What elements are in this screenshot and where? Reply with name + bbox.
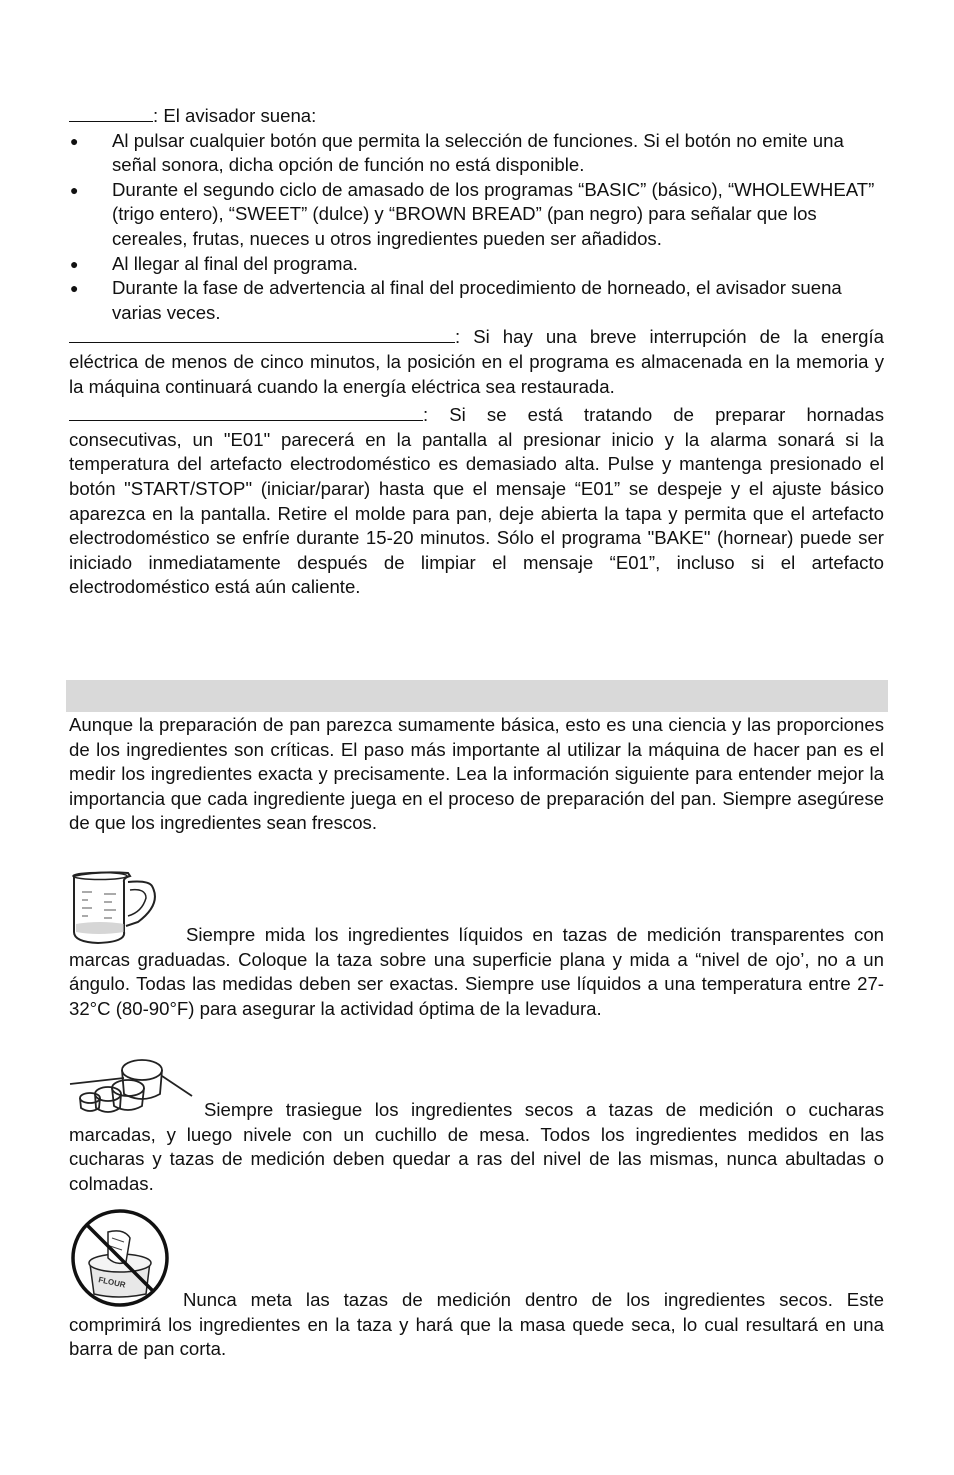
tip-never-dip-paragraph: Nunca meta las tazas de medición dentro de los ingredientes secos. Este comprimirá los ingredientes en la taza y hará que la masa quede seca, lo cual resultará en una barra de pan corta. bbox=[69, 1289, 884, 1360]
beeper-heading bbox=[69, 104, 884, 129]
blank-line bbox=[69, 404, 423, 421]
list-item: ● Al llegar al final del programa. bbox=[70, 252, 358, 274]
beeper-list bbox=[69, 129, 884, 326]
beeper-heading-text: : El avisador suena: bbox=[153, 105, 317, 126]
blank-line bbox=[69, 105, 153, 122]
section-heading-bar bbox=[66, 680, 888, 712]
blank-line bbox=[69, 326, 455, 343]
list-item: ● Durante la fase de advertencia al final del procedimiento de horneado, el avisador suena varias veces. bbox=[70, 277, 842, 323]
list-item: ● Durante el segundo ciclo de amasado de los programas “BASIC” (básico), “WHOLEWHEAT” (trigo entero), “SWEET” (dulce) y “BROWN BREAD” (pan negro) para señalar que los cereales, frutas, nueces u otros ingredientes pueden ser añadidos. bbox=[70, 178, 875, 249]
error-paragraph: : Si se está tratando de preparar hornadas consecutivas, un "E01" parecerá en la pantalla al presionar inicio y la alarma sonará si la temperatura del artefacto electrodoméstico es demasiado alta. Pulse y mantenga presionado el botón "START/STOP" (iniciar/parar) hasta que el mensaje “E01” se despeje y el ajuste básico aparezca en la pantalla. Retire el molde para pan, deje abierta la tapa y permita que el artefacto electrodoméstico se enfríe durante 15-20 minutos. Sólo el programa "BAKE" (hornear) puede ser iniciado inmediatamente después de limpiar el mensaje “E01”, incluso si el artefacto electrodoméstico está aún caliente. bbox=[69, 404, 884, 598]
list-item: ● Al pulsar cualquier botón que permita la selección de funciones. Si el botón no emite una señal sonora, dicha opción de función no está disponible. bbox=[70, 129, 844, 176]
power-interruption-paragraph: : Si hay una breve interrupción de la energía eléctrica de menos de cinco minutos, la posición en el programa es almacenada en la memoria y la máquina continuará cuando la energía eléctrica sea restaurada. bbox=[69, 326, 884, 397]
tip-liquid-paragraph: Siempre mida los ingredientes líquidos en tazas de medición transparentes con marcas graduadas. Coloque la taza sobre una superficie plana y mida a “nivel de ojo’, no a un ángulo. Todas las medidas deben ser exactas. Siempre use líquidos a una temperatura entre 27-32°C (80-90°F) para asegurar la actividad óptima de la levadura. bbox=[69, 924, 884, 1019]
intro-paragraph: Aunque la preparación de pan parezca sumamente básica, esto es una ciencia y las proporciones de los ingredientes son críticas. El paso más importante al utilizar la máquina de hacer pan es el medir los ingredientes exacta y precisamente. Lea la información siguiente para entender mejor la importancia que cada ingrediente juega en el proceso de preparación del pan. Siempre asegúrese de que los ingredientes sean frescos. bbox=[69, 714, 884, 834]
tip-dry-paragraph: Siempre trasiegue los ingredientes secos a tazas de medición o cucharas marcadas, y luego nivele con un cuchillo de mesa. Todos los ingredientes medidos en las cucharas y tazas de medición deben quedar a ras del nivel de las mismas, nunca abultadas o colmadas. bbox=[69, 1099, 884, 1194]
flour-label: FLOUR bbox=[97, 1275, 127, 1290]
beeper-section bbox=[69, 104, 884, 600]
